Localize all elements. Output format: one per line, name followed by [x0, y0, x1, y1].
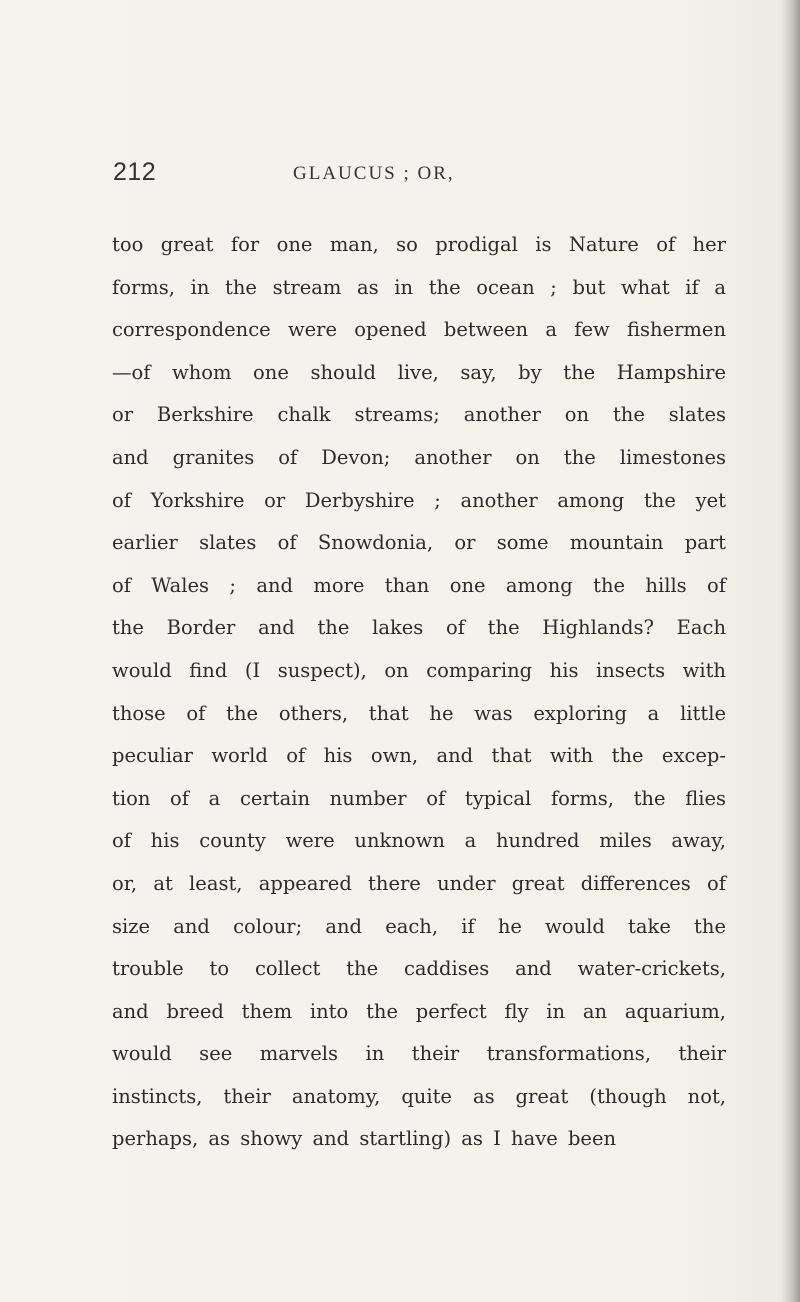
- text-line: would find (I suspect), on comparing his insects with: [112, 658, 726, 682]
- text-line: and granites of Devon; another on the limestones: [112, 445, 726, 469]
- text-line: too great for one man, so prodigal is Nature of her: [112, 233, 726, 256]
- text-line: forms, in the stream as in the ocean ; but what if a: [112, 275, 726, 299]
- text-line: or, at least, appeared there under great differences of: [112, 871, 726, 895]
- text-line: the Border and the lakes of the Highlands? Each: [112, 616, 726, 640]
- text-line: of Wales ; and more than one among the hills of: [112, 573, 726, 597]
- text-line: of Yorkshire or Derbyshire ; another among the yet: [112, 488, 726, 512]
- text-line: would see marvels in their transformations, their: [112, 1042, 726, 1066]
- text-line: those of the others, that he was exploring a little: [112, 701, 726, 725]
- body-text: [112, 224, 726, 1161]
- page-number: 212: [113, 158, 157, 186]
- page-header: [113, 158, 723, 198]
- text-line: trouble to collect the caddises and water-crickets,: [112, 957, 726, 981]
- text-line: —of whom one should live, say, by the Hampshire: [112, 360, 726, 384]
- text-line: of his county were unknown a hundred miles away,: [112, 829, 726, 853]
- page-edge-shadow: [782, 0, 800, 1302]
- text-line: earlier slates of Snowdonia, or some mountain part: [112, 531, 726, 555]
- text-line: or Berkshire chalk streams; another on the slates: [112, 403, 726, 427]
- text-line: and breed them into the perfect fly in an aquarium,: [112, 999, 726, 1023]
- text-line: size and colour; and each, if he would take the: [112, 914, 726, 938]
- text-line: perhaps, as showy and startling) as I have been: [112, 1127, 617, 1151]
- text-line: correspondence were opened between a few fishermen: [112, 318, 726, 342]
- text-line: instincts, their anatomy, quite as great (though not,: [112, 1084, 726, 1108]
- text-line: tion of a certain number of typical forms, the flies: [112, 786, 726, 810]
- text-line: peculiar world of his own, and that with the excep-: [112, 744, 726, 768]
- running-head: GLAUCUS ; OR,: [293, 163, 455, 184]
